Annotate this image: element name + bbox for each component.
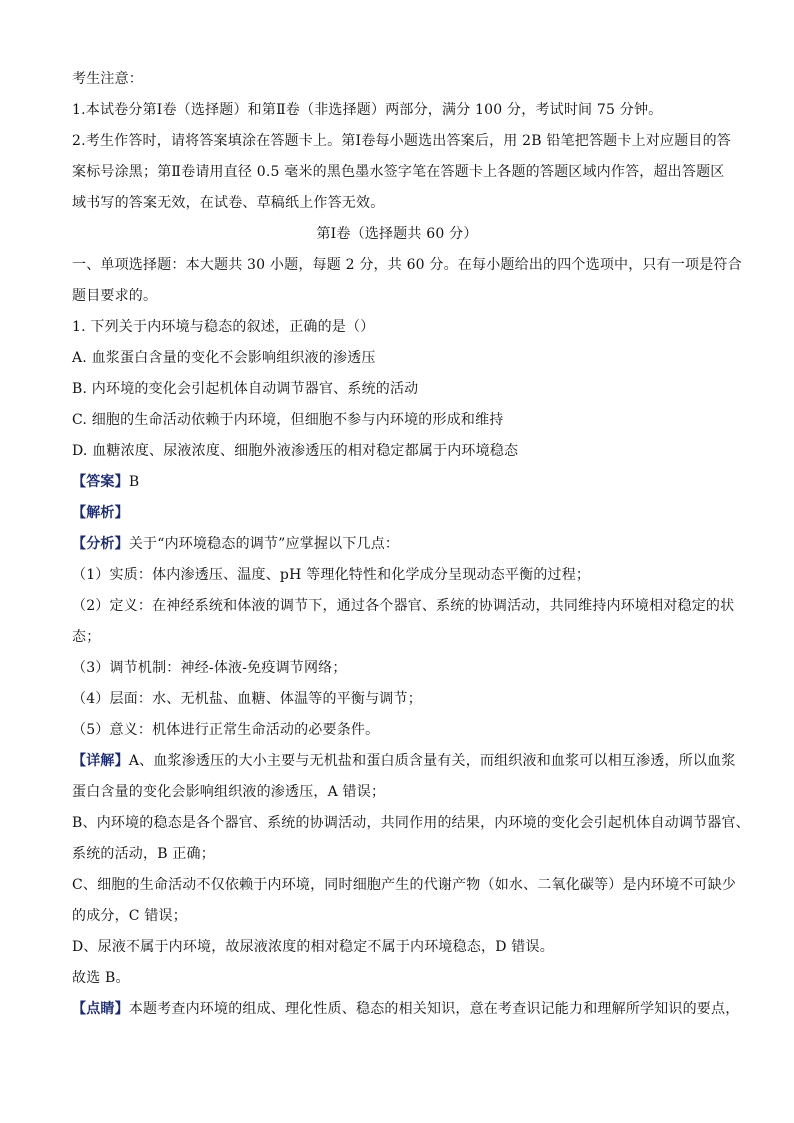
dianjing-tag: 【点睛】 — [72, 1001, 129, 1017]
xiangjie-line-3: B、内环境的稳态是各个器官、系统的协调活动，共同作用的结果，内环境的变化会引起机体自动调节器官、 — [72, 815, 750, 831]
notice-item-2-line-3: 域书写的答案无效，在试卷、草稿纸上作答无效。 — [72, 195, 385, 211]
xiangjie-row — [72, 746, 736, 777]
conclusion-line: 故选 B。 — [72, 970, 130, 986]
point-5: （5）意义：机体进行正常生命活动的必要条件。 — [72, 722, 380, 738]
dianjing-text: 本题考查内环境的组成、理化性质、稳态的相关知识，意在考查识记能力和理解所学知识的要点， — [128, 1001, 740, 1017]
answer-row — [72, 467, 722, 498]
point-2-line-2: 态； — [72, 629, 101, 645]
point-3: （3）调节机制：神经-体液-免疫调节网络； — [72, 660, 347, 676]
xiangjie-line-4: 系统的活动，B 正确； — [72, 846, 215, 862]
option-d: D. 血糖浓度、尿液浓度、细胞外液渗透压的相对稳定都属于内环境稳态 — [72, 443, 519, 459]
xiangjie-line-2: 蛋白含量的变化会影响组织液的渗透压，A 错误； — [72, 784, 386, 800]
point-1: （1）实质：体内渗透压、温度、pH 等理化特性和化学成分呈现动态平衡的过程； — [72, 567, 591, 583]
analysis-row — [72, 498, 722, 529]
notice-item-2-line-1: 2.考生作答时，请将答案填涂在答题卡上。第Ⅰ卷每小题选出答案后，用 2B 铅笔把答题卡上对应题目的答 — [72, 133, 731, 149]
option-c: C. 细胞的生命活动依赖于内环境，但细胞不参与内环境的形成和维持 — [72, 412, 504, 428]
fenxi-text: 关于“内环境稳态的调节”应掌握以下几点： — [128, 536, 400, 552]
fenxi-row — [72, 529, 722, 560]
notice-title: 考生注意： — [72, 71, 143, 87]
dianjing-row — [72, 994, 740, 1025]
section-intro-line-1: 一、单项选择题：本大题共 30 小题，每题 2 分，共 60 分。在每小题给出的四个选项中，只有一项是符合 — [72, 257, 742, 273]
option-b: B. 内环境的变化会引起机体自动调节器官、系统的活动 — [72, 381, 419, 397]
analysis-tag: 【解析】 — [72, 505, 129, 521]
section-heading: 第Ⅰ卷（选择题共 60 分） — [316, 226, 478, 242]
xiangjie-line-7: D、尿液不属于内环境，故尿液浓度的相对稳定不属于内环境稳态，D 错误。 — [72, 939, 554, 955]
point-4: （4）层面：水、无机盐、血糖、体温等的平衡与调节； — [72, 691, 422, 707]
xiangjie-tag: 【详解】 — [72, 753, 129, 769]
notice-item-1: 1.本试卷分第Ⅰ卷（选择题）和第Ⅱ卷（非选择题）两部分，满分 100 分，考试时间 75 分钟。 — [72, 102, 663, 118]
notice-item-2-line-2: 案标号涂黑；第Ⅱ卷请用直径 0.5 毫米的黑色墨水签字笔在答题卡上各题的答题区域内作答，超出答题区 — [72, 164, 725, 180]
xiangjie-line-1: A、血浆渗透压的大小主要与无机盐和蛋白质含量有关，而组织液和血浆可以相互渗透，所以血浆 — [128, 753, 736, 769]
fenxi-tag: 【分析】 — [72, 536, 129, 552]
section-intro-line-2: 题目要求的。 — [72, 288, 158, 304]
answer-tag: 【答案】 — [72, 474, 129, 490]
xiangjie-line-6: 的成分，C 错误； — [72, 908, 187, 924]
point-2-line-1: （2）定义：在神经系统和体液的调节下，通过各个器官、系统的协调活动，共同维持内环境相对稳定的状 — [72, 598, 735, 614]
answer-value: B — [128, 474, 140, 490]
option-a: A. 血浆蛋白含量的变化不会影响组织液的渗透压 — [72, 350, 376, 366]
xiangjie-line-5: C、细胞的生命活动不仅依赖于内环境，同时细胞产生的代谢产物（如水、二氧化碳等）是内环境不可缺少 — [72, 877, 737, 893]
question-stem: 1. 下列关于内环境与稳态的叙述，正确的是（） — [72, 319, 375, 335]
